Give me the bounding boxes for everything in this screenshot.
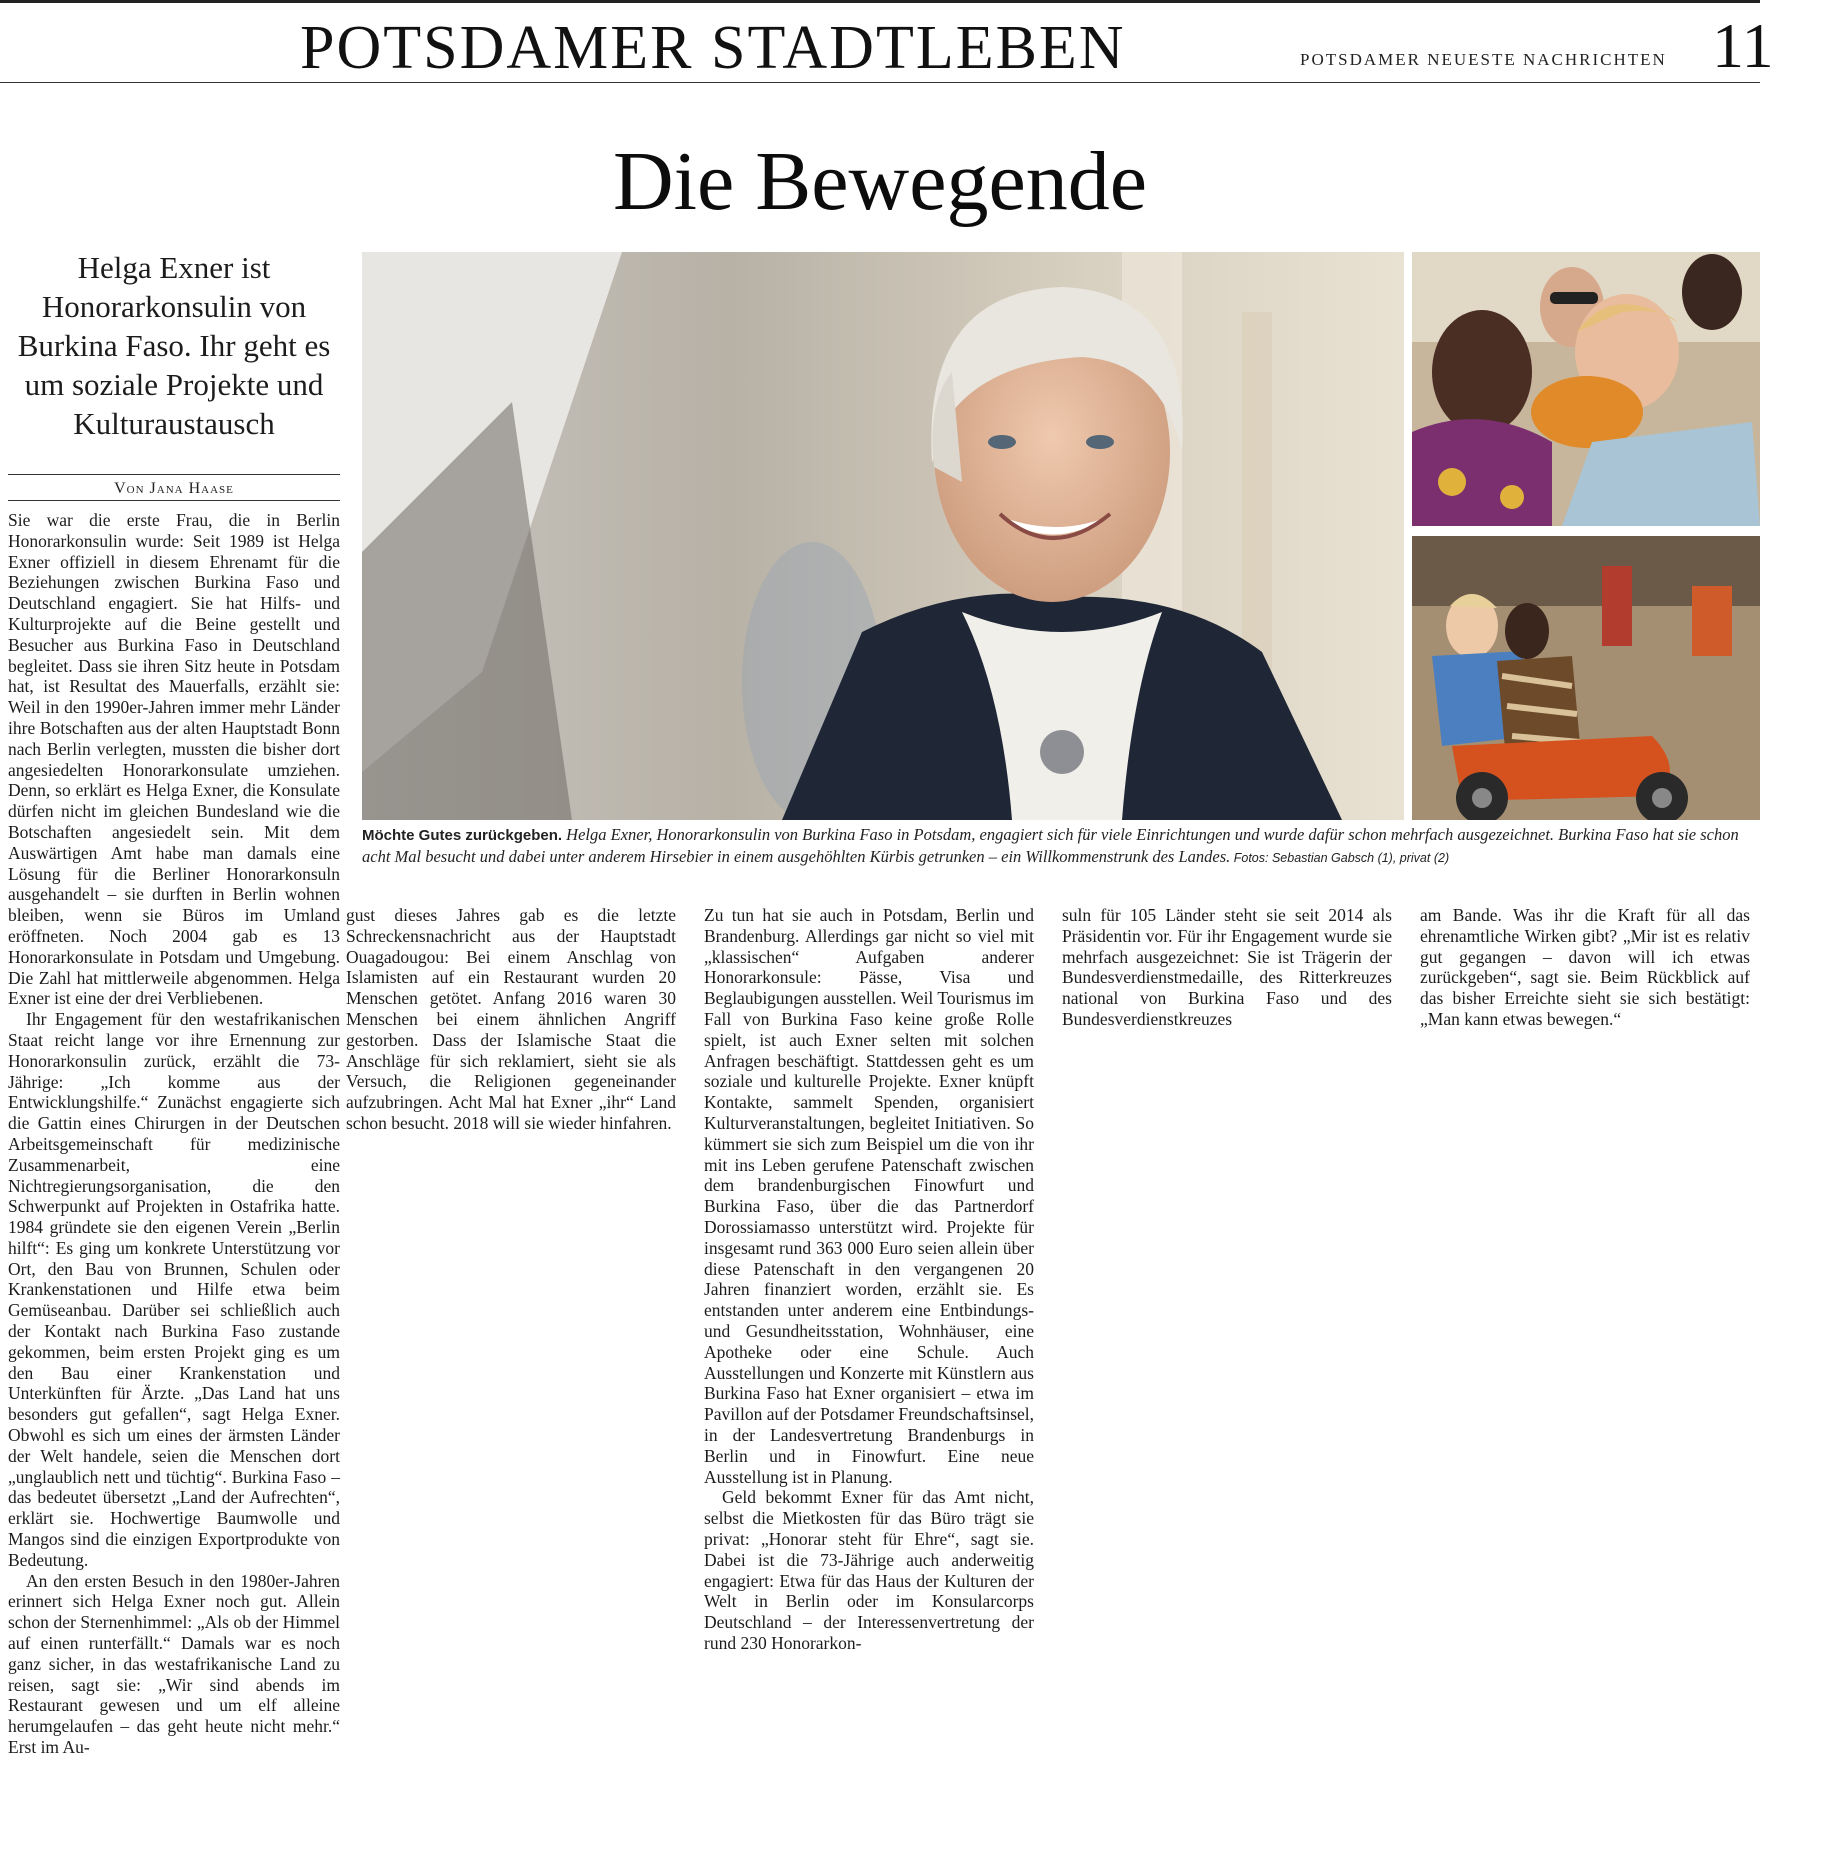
text-column-3 <box>704 905 1034 1654</box>
text-column-5 <box>1420 905 1750 1030</box>
newspaper-name: POTSDAMER NEUESTE NACHRICHTEN <box>1300 50 1667 69</box>
text-column-1 <box>8 510 340 1758</box>
paragraph: gust dieses Jahres gab es die letzte Schreckensnachricht aus der Hauptstadt Ouagadougou: Bei einem Anschlag von Islamisten auf ein Restaurant wurden 20 Menschen getötet. Anfang 2016 waren 30 Menschen bei einem ähnlichen Angriff gestorben. Dass der Islamische Staat die Anschläge für sich reklamiert, sieht sie als Versuch, die Religionen gegeneinander aufzubringen. Acht Mal hat Exner „ihr“ Land schon besucht. 2018 will sie wieder hinfahren. <box>346 905 676 1133</box>
page-number: 11 <box>1712 10 1774 81</box>
photo-credit: Fotos: Sebastian Gabsch (1), privat (2) <box>1230 851 1450 865</box>
photo-motorbike <box>1412 536 1760 820</box>
article-teaser: Helga Exner ist Honorarkonsulin von Burkina Faso. Ihr geht es um soziale Projekte und Kulturaustausch <box>17 250 331 441</box>
caption-text: Helga Exner, Honorarkonsulin von Burkina Faso in Potsdam, engagiert sich für viele Einrichtungen und wurde dafür schon mehrfach ausgezeichnet. Burkina Faso hat sie schon acht Mal besucht und dabei unter anderem Hirsebier in einem ausgehöhlten Kürbis getrunken – ein Willkommenstrunk des Landes. <box>362 825 1739 866</box>
top-rule <box>0 0 1760 3</box>
paragraph: suln für 105 Länder steht sie seit 2014 als Präsidentin vor. Für ihr Engagement wurde sie mehrfach ausgezeichnet: Sie ist Trägerin der Bundesverdienstmedaille, des Ritterkreuzes national von Burkina Faso und des Bundesverdienstkreuzes <box>1062 905 1392 1029</box>
paragraph: Sie war die erste Frau, die in Berlin Honorarkonsulin wurde: Seit 1989 ist Helga Exner offiziell in diesem Ehrenamt für die Beziehungen zwischen Burkina Faso und Deutschland engagiert. Sie hat Hilfs- und Kulturprojekte auf die Beine gestellt und Besucher aus Burkina Faso in Deutschland begleitet. Dass sie ihren Sitz heute in Potsdam hat, ist Resultat des Mauerfalls, erzählt sie: Weil in den 1990er-Jahren immer mehr Länder ihre Botschaften aus der alten Hauptstadt Bonn nach Berlin verlegten, mussten die bisher dort angesiedelten Honorarkonsulate umziehen. Denn, so erklärt es Helga Exner, die Konsulate dürfen nicht im gleichen Bundesland wie die Botschaften angesiedelt sein. Mit dem Auswärtigen Amt habe man damals eine Lösung für die Berliner Honorarkonsuln ausgehandelt – sie durften in Berlin wohnen bleiben, wenn sie Büros im Umland eröffneten. Noch 2004 gab es 13 Honorarkonsulate in Potsdam und Umgebung. Die Zahl hat mittlerweile abgenommen. Helga Exner ist eine der drei Verbliebenen. <box>8 510 340 1009</box>
paragraph: An den ersten Besuch in den 1980er-Jahren erinnert sich Helga Exner noch gut. Allein schon der Sternenhimmel: „Als ob der Himmel auf einen runterfällt.“ Damals war es noch ganz sicher, in das westafrikanische Land zu reisen, sagt sie: „Wir sind abends im Restaurant gewesen und um elf alleine herumgelaufen – das geht heute nicht mehr.“ Erst im Au- <box>8 1570 340 1758</box>
byline-rule-top <box>8 474 340 475</box>
paragraph: Geld bekommt Exner für das Amt nicht, selbst die Mietkosten für das Büro trägt sie privat: „Honorar steht für Ehre“, sagt sie. Dabei ist die 73-Jährige auch anderweitig engagiert: Etwa für das Haus der Kulturen der Welt in Berlin oder im Konsularcorps Deutschland – der Interessenvertretung der rund 230 Honorarkon- <box>704 1487 1034 1653</box>
section-title: POTSDAMER STADTLEBEN <box>300 14 1126 82</box>
header-rule <box>0 82 1760 83</box>
byline: Von Jana Haase <box>114 480 234 497</box>
portrait-photo <box>362 252 1404 820</box>
text-column-4 <box>1062 905 1392 1030</box>
article-headline: Die Bewegende <box>612 135 1148 228</box>
photo-drinking-from-gourd <box>1412 252 1760 526</box>
byline-rule-bottom <box>8 500 340 501</box>
paragraph: Ihr Engagement für den westafrikanischen Staat reicht lange vor ihre Ernennung zur Honorarkonsulin zurück, erzählt die 73-Jährige: „Ich komme aus der Entwicklungshilfe.“ Zunächst engagierte sich die Gattin eines Chirurgen in der Deutschen Arbeitsgemeinschaft für medizinische Zusammenarbeit, eine Nichtregierungsorganisation, die den Schwerpunkt auf Projekten in Ostafrika hatte. 1984 gründete sie den eigenen Verein „Berlin hilft“: Es ging um konkrete Unterstützung vor Ort, den Bau von Brunnen, Schulen oder Krankenstationen und Hilfe etwa beim Gemüseanbau. Darüber sei schließlich auch der Kontakt nach Burkina Faso zustande gekommen, beim ersten Projekt ging es um den Bau einer Krankenstation und Unterkünften für Ärzte. „Das Land hat uns besonders gut gefallen“, sagt Helga Exner. Obwohl es sich um eines der ärmsten Länder der Welt handele, seien die Menschen dort „unglaublich nett und tüchtig“. Burkina Faso – das bedeutet übersetzt „Land der Aufrechten“, erklärt sie. Hochwertige Baumwolle und Mangos sind die einzigen Exportprodukte von Bedeutung. <box>8 1009 340 1570</box>
text-column-2 <box>346 905 676 1134</box>
caption-lead: Möchte Gutes zurückgeben. <box>362 827 563 844</box>
paragraph: am Bande. Was ihr die Kraft für all das ehrenamtliche Wirken gibt? „Mir ist es relativ gut gegangen – davon will ich etwas zurückgeben“, sagt sie. Beim Rückblick auf das bisher Erreichte sieht sie sich bestätigt: „Man kann etwas bewegen.“ <box>1420 905 1750 1029</box>
photo-caption <box>362 824 1754 869</box>
paragraph: Zu tun hat sie auch in Potsdam, Berlin und Brandenburg. Allerdings gar nicht so viel mit „klassischen“ Aufgaben anderer Honorarkonsule: Pässe, Visa und Beglaubigungen ausstellen. Weil Tourismus im Fall von Burkina Faso keine große Rolle spielt, ist auch Exner selten mit solchen Anfragen beschäftigt. Stattdessen geht es um soziale und kulturelle Projekte. Exner knüpft Kontakte, sammelt Spenden, organisiert Kulturveranstaltungen, begleitet Initiativen. So kümmert sie sich zum Beispiel um die von ihr mit ins Leben gerufene Patenschaft zwischen dem brandenburgischen Finowfurt und Burkina Faso, über die das Partnerdorf Dorossiamasso unterstützt wird. Projekte für insgesamt rund 363 000 Euro seien allein über diese Patenschaft in den vergangenen 20 Jahren finanziert worden, erzählt sie. Es entstanden unter anderem eine Entbindungs- und Gesundheitsstation, Wohnhäuser, eine Apotheke oder eine Schule. Auch Ausstellungen und Konzerte mit Künstlern aus Burkina Faso hat Exner organisiert – etwa im Pavillon auf der Potsdamer Freundschaftsinsel, in der Landesvertretung Brandenburgs in Berlin und in Finowfurt. Eine neue Ausstellung ist in Planung. <box>704 905 1035 1487</box>
